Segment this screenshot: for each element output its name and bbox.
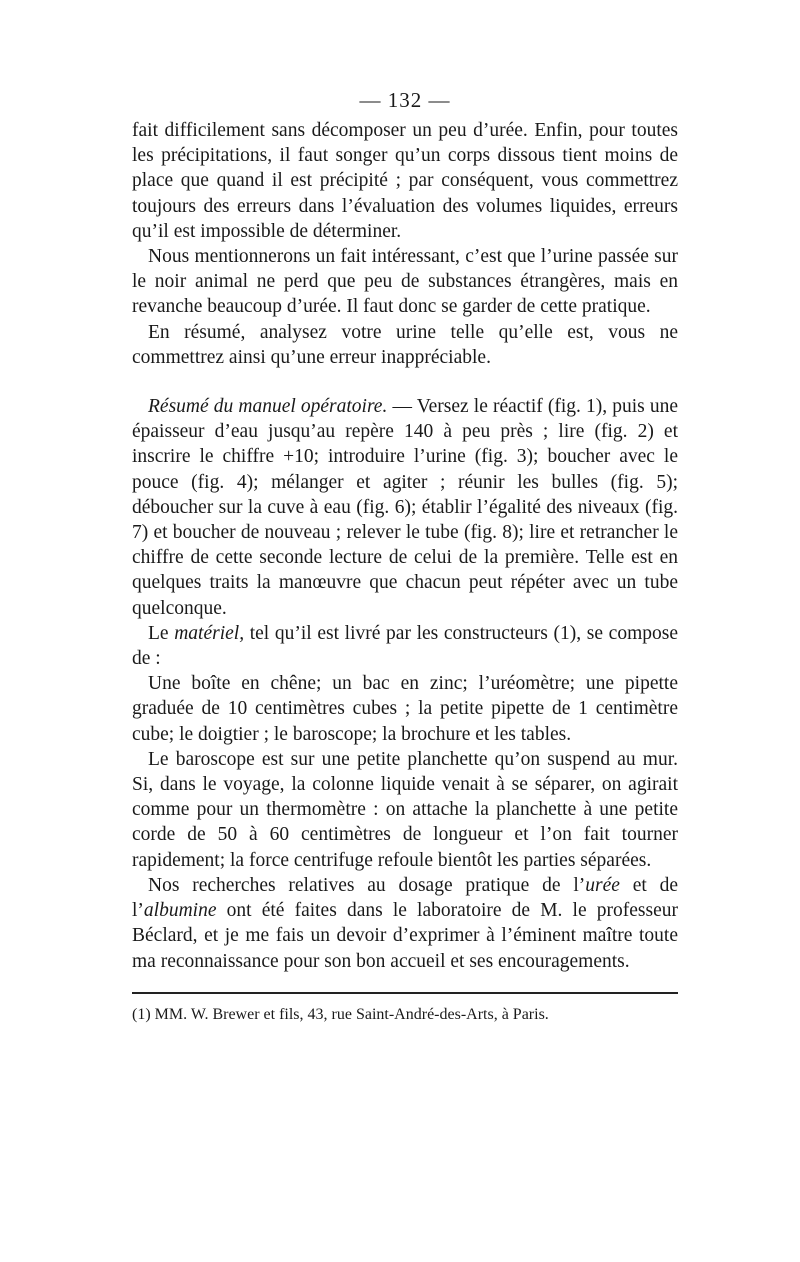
material-text-b: tel qu’il est livré par les constructeurs (1), se compose de : xyxy=(132,622,678,670)
ack-text-b: et de l’ xyxy=(132,874,678,922)
material-term: matériel, xyxy=(174,622,245,644)
paragraph-summary: En résumé, analysez votre urine telle qu’elle est, vous ne commettrez ainsi qu’une erreur inappréciable. xyxy=(132,321,678,368)
footnote: (1) MM. W. Brewer et fils, 43, rue Saint-André-des-Arts, à Paris. xyxy=(132,1005,549,1023)
book-page xyxy=(132,86,678,1026)
ack-text-c: ont été faites dans le laboratoire de M. le professeur Béclard, et je me fais un devoir d’exprimer à l’éminent maître toute ma reconnaissance pour son bon accueil et ses encouragements. xyxy=(132,900,678,972)
material-text-a: Le xyxy=(148,622,175,644)
paragraph-operating-manual xyxy=(132,394,678,621)
section-spacer xyxy=(132,370,678,394)
ack-term-albumine: albumine xyxy=(143,900,217,922)
paragraph-baroscope: Le baroscope est sur une petite planchette qu’on suspend au mur. Si, dans le voyage, la colonne liquide venait à se séparer, on agirait comme pour un thermomètre : on attache la planchette à une petite corde de 50 à 60 centimètres de longueur et l’on fait tourner rapidement; la force centrifuge refoule bientôt les parties séparées. xyxy=(132,748,678,871)
paragraph-material-list: Une boîte en chêne; un bac en zinc; l’uréomètre; une pipette graduée de 10 centimètres cubes ; la petite pipette de 1 centimètre cube; le doigtier ; le baroscope; la brochure et les tables. xyxy=(132,673,678,745)
operating-manual-text: — Versez le réactif (fig. 1), puis une épaisseur d’eau jusqu’au repère 140 à peu près ; lire (fig. 2) et inscrire le chiffre +10; introduire l’urine (fig. 3); boucher avec le pouce (fig. 4); mélanger et agiter ; réunir les bulles (fig. 5); déboucher sur la cuve à eau (fig. 6); établir l’égalité des niveaux (fig. 7) et boucher de nouveau ; relever le tube (fig. 8); lire et retrancher le chiffre de cette seconde lecture de celui de la première. Telle est en quelques traits la manœuvre que chacun peut répéter avec un tube quelconque. xyxy=(132,396,678,619)
ack-term-uree: urée xyxy=(585,874,620,896)
paragraph-material xyxy=(132,621,678,671)
operating-manual-heading: Résumé du manuel opératoire. xyxy=(148,396,388,418)
page-number: — 132 — xyxy=(359,88,451,112)
ack-text-a: Nos recherches relatives au dosage pratique de l’ xyxy=(148,874,586,896)
footnote-divider xyxy=(132,992,678,994)
paragraph-acknowledgements xyxy=(132,873,678,974)
paragraph-urea-decomposition: fait difficilement sans décomposer un peu d’urée. Enfin, pour toutes les précipitations, il faut songer qu’un corps dissous tient moins de place que quand il est précipité ; par conséquent, vous commettrez toujours des erreurs dans l’évaluation des volumes liquides, erreurs qu’il est impossible de déterminer. xyxy=(132,120,678,242)
paragraph-animal-charcoal: Nous mentionnerons un fait intéressant, c’est que l’urine passée sur le noir animal ne perd que peu de substances étrangères, mais en revanche beaucoup d’urée. Il faut donc se garder de cette pratique. xyxy=(132,246,678,318)
